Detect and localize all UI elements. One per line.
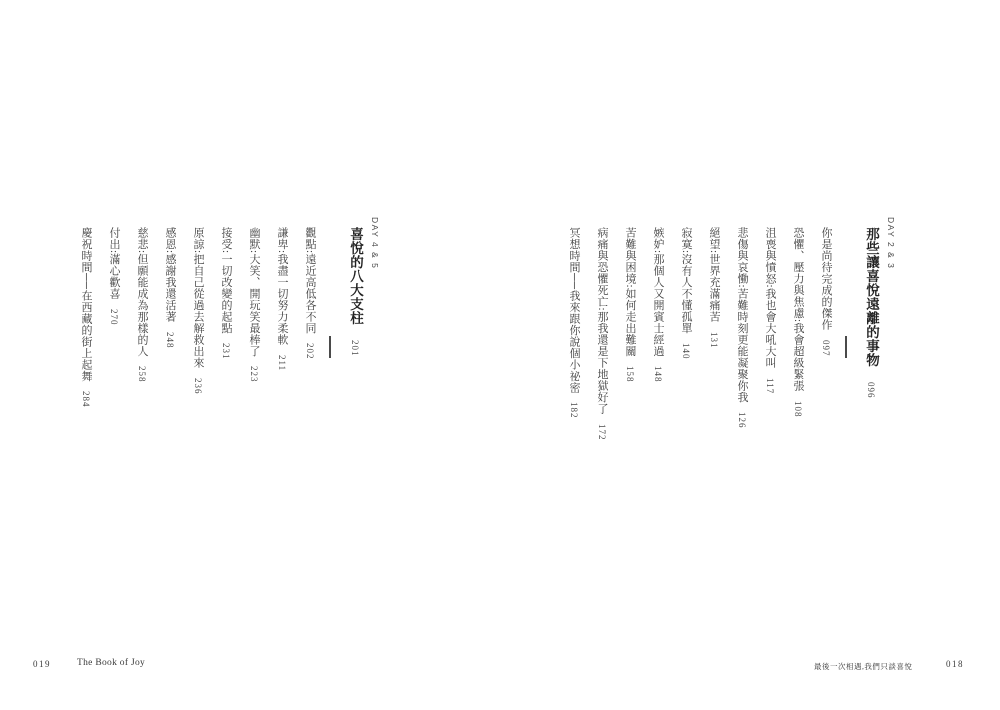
left-running-title: The Book of Joy <box>77 658 146 668</box>
toc-entry-text: 原諒:把自己從過去解救出來 <box>192 227 204 369</box>
toc-entry-page: 172 <box>597 423 607 441</box>
day-label-right: DAY 2 & 3 <box>886 217 896 270</box>
toc-entry-page: 117 <box>765 377 775 394</box>
toc-entry-text: 恐懼、壓力與焦慮:我會超級緊張 <box>792 227 804 392</box>
toc-entry <box>818 217 834 465</box>
toc-entry-text: 苦難與困境:如何走出難關 <box>624 227 636 358</box>
right-running-title: 最後一次相遇,我們只談喜悅 <box>814 662 913 671</box>
toc-entry-text: 觀點:遠近高低各不同 <box>304 227 316 335</box>
section-title-page-left: 201 <box>350 339 360 357</box>
toc-entry-text: 感恩:感謝我還活著 <box>164 227 176 323</box>
toc-entry-text: 接受:一切改變的起點 <box>220 227 232 335</box>
toc-entry <box>302 217 318 465</box>
toc-entry-page: 284 <box>81 390 91 408</box>
toc-entry-text: 嫉妒:那個人又開賓士經過 <box>652 227 664 358</box>
section-title-column-left <box>345 217 365 465</box>
toc-entry-page: 211 <box>277 354 287 371</box>
toc-entry <box>762 217 778 465</box>
toc-entry <box>162 217 178 465</box>
left-folio-number: 019 <box>33 659 51 669</box>
dash-rule-icon <box>329 336 331 358</box>
toc-entry-text: 病痛與恐懼死亡:那我還是下地獄好了 <box>596 227 608 415</box>
day-label-left: DAY 4 & 5 <box>370 217 380 270</box>
toc-entry-text: 你是尚待完成的傑作 <box>820 227 832 331</box>
toc-entry-page: 270 <box>109 308 119 326</box>
toc-day-2-3 <box>554 217 896 465</box>
toc-entry <box>190 217 206 465</box>
toc-entry-page: 140 <box>681 343 691 360</box>
toc-entry-text: 絕望:世界充滿痛苦 <box>708 227 720 323</box>
section-title-page-right: 096 <box>866 381 876 399</box>
toc-entry <box>106 217 122 465</box>
dash-rule-icon <box>845 336 847 358</box>
title-dash-right <box>843 217 855 465</box>
toc-entry <box>622 217 638 465</box>
toc-entry-text: 悲傷與哀慟:苦難時刻更能凝聚你我 <box>736 227 748 404</box>
toc-entry <box>734 217 750 465</box>
section-title-right: 那些讓喜悅遠離的事物 <box>864 227 879 367</box>
toc-entry <box>678 217 694 465</box>
toc-entry-page: 182 <box>569 402 579 419</box>
toc-entry <box>78 217 94 465</box>
toc-entry-page: 202 <box>305 343 315 360</box>
toc-entry-text: 付出:滿心歡喜 <box>108 227 120 300</box>
toc-entry-text: 沮喪與憤怒:我也會大吼大叫 <box>764 227 776 369</box>
toc-entry-text: 幽默:大笑、開玩笑最棒了 <box>248 227 260 358</box>
toc-day-4-5 <box>66 217 380 465</box>
toc-entry-page: 158 <box>625 366 635 383</box>
toc-entry-page: 248 <box>165 331 175 349</box>
toc-entry <box>790 217 806 465</box>
toc-entry-page: 258 <box>137 366 147 383</box>
toc-entry-page: 236 <box>193 377 203 395</box>
toc-entry <box>706 217 722 465</box>
section-title-column-right <box>861 217 881 465</box>
toc-entry <box>274 217 290 465</box>
toc-entry-page: 097 <box>821 339 831 356</box>
toc-entry-page: 108 <box>793 400 803 418</box>
toc-entry <box>134 217 150 465</box>
title-dash-left <box>327 217 339 465</box>
toc-entry <box>218 217 234 465</box>
toc-entry-page: 231 <box>221 343 231 360</box>
toc-entry <box>594 217 610 465</box>
right-folio-number: 018 <box>946 659 964 669</box>
toc-entry-page: 126 <box>737 412 747 429</box>
toc-entry-page: 131 <box>709 331 719 349</box>
toc-entry-text: 慈悲:但願能成為那樣的人 <box>136 227 148 358</box>
toc-entry <box>566 217 582 465</box>
toc-entry-text: 謙卑:我盡一切努力柔軟 <box>276 227 288 346</box>
toc-entry-text: 冥想時間──我來跟你說個小祕密 <box>568 227 580 394</box>
toc-entry <box>650 217 666 465</box>
toc-entry-text: 寂寞:沒有人不懂孤單 <box>680 227 692 335</box>
toc-entry-page: 223 <box>249 366 259 383</box>
section-title-left: 喜悅的八大支柱 <box>348 227 363 325</box>
toc-entry-text: 慶祝時間──在西藏的街上起舞 <box>80 227 92 382</box>
toc-entry <box>246 217 262 465</box>
toc-entry-page: 148 <box>653 366 663 383</box>
